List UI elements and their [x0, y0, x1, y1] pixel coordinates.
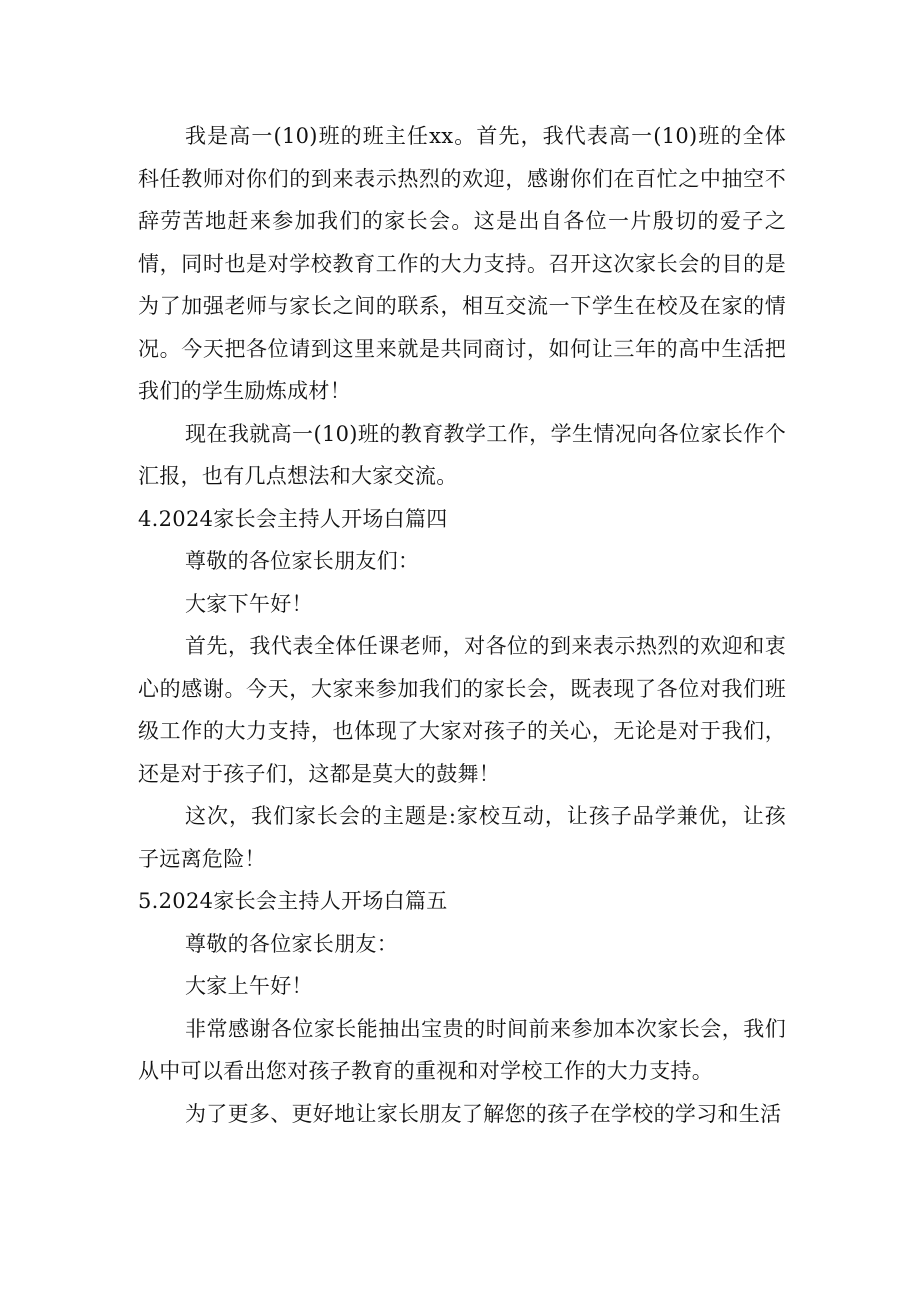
paragraph-intro: 我是高一(10)班的班主任xx。首先，我代表高一(10)班的全体科任教师对你们的到来表示热烈的欢迎，感谢你们在百忙之中抽空不辞劳苦地赶来参加我们的家长会。这是出自各位一片殷切的爱子之情，同时也是对学校教育工作的大力支持。召开这次家长会的目的是为了加强老师与家长之间的联系，相互交流一下学生在校及在家的情况。今天把各位请到这里来就是共同商讨，如何让三年的高中生活把我们的学生励炼成材！ [138, 124, 786, 403]
document-body [138, 115, 786, 1135]
paragraph-salutation: 大家下午好！ [185, 591, 313, 616]
paragraph-salutation: 大家上午好！ [185, 974, 313, 998]
paragraph-continuation: 为了更多、更好地让家长朋友了解您的孩子在学校的学习和生活 [185, 1101, 782, 1126]
paragraph-thanks: 非常感谢各位家长能抽出宝贵的时间前来参加本次家长会，我们从中可以看出您对孩子教育的重视和对学校工作的大力支持。 [138, 1016, 786, 1083]
paragraph-welcome: 首先，我代表全体任课老师，对各位的到来表示热烈的欢迎和衷心的感谢。今天，大家来参加我们的家长会，既表现了各位对我们班级工作的大力支持，也体现了大家对孩子的关心，无论是对于我们，还是对于孩子们，这都是莫大的鼓舞！ [138, 634, 786, 786]
paragraph-greeting: 尊敬的各位家长朋友： [185, 931, 398, 956]
section-heading-5: 5.2024家长会主持人开场白篇五 [138, 889, 448, 913]
paragraph-greeting: 尊敬的各位家长朋友们： [185, 549, 420, 573]
paragraph-theme: 这次，我们家长会的主题是:家校互动，让孩子品学兼优，让孩子远离危险！ [138, 804, 786, 871]
paragraph-report: 现在我就高一(10)班的教育教学工作，学生情况向各位家长作个汇报，也有几点想法和大家交流。 [138, 421, 786, 488]
section-heading-4: 4.2024家长会主持人开场白篇四 [138, 506, 448, 531]
